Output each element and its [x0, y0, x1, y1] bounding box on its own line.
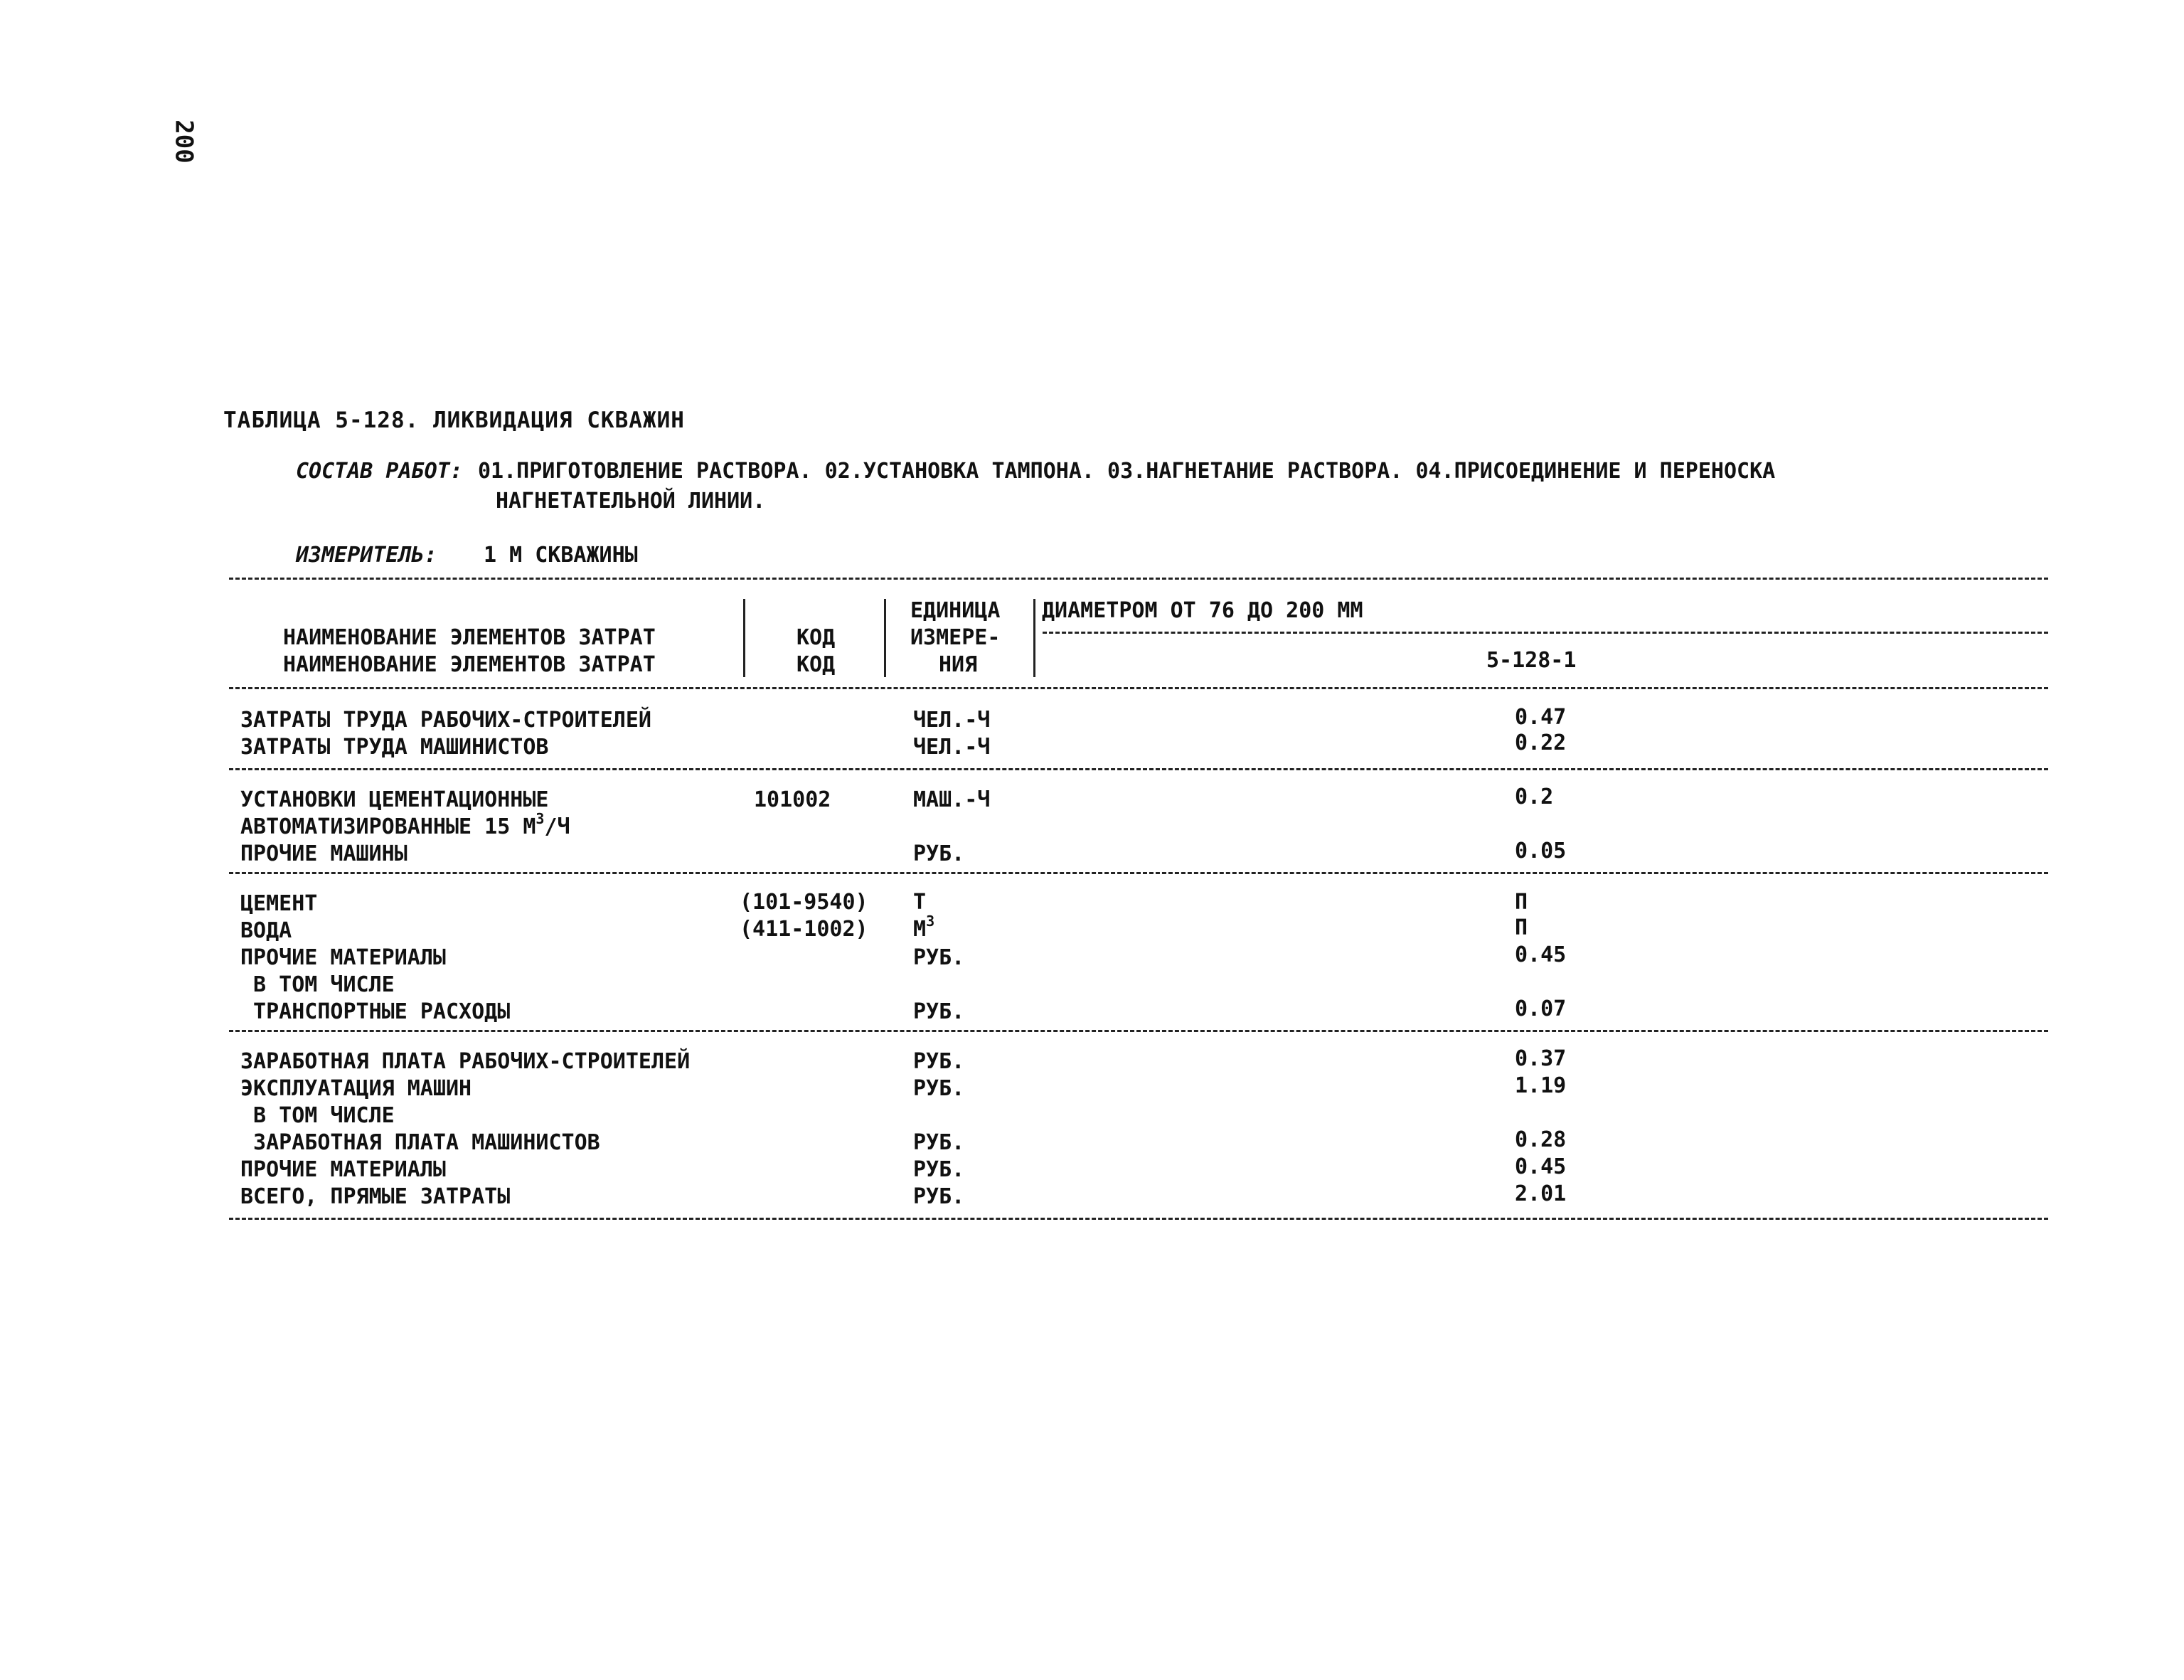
row-name: ВОДА [240, 918, 292, 943]
row-unit-text: М [913, 917, 927, 942]
row-value: 0.2 [1515, 785, 1554, 809]
row-name: ЗАРАБОТНАЯ ПЛАТА РАБОЧИХ-СТРОИТЕЛЕЙ [240, 1049, 691, 1074]
row-name: ЗАТРАТЫ ТРУДА МАШИНИСТОВ [240, 735, 549, 760]
header-column-code: 5-128-1 [1486, 648, 1577, 673]
row-code: (101-9540) [740, 890, 868, 915]
row-code: (411-1002) [740, 917, 868, 942]
superscript: 3 [536, 810, 545, 827]
section-rule [229, 768, 2048, 770]
row-unit: РУБ. [913, 999, 965, 1024]
row-unit: РУБ. [913, 945, 965, 970]
header-divider-code [884, 599, 886, 677]
measure-label-colon: : [424, 543, 437, 568]
row-name: ПРОЧИЕ МАШИНЫ [240, 841, 407, 866]
row-value: 0.05 [1515, 839, 1567, 863]
row-value: 0.28 [1515, 1127, 1567, 1152]
row-unit: РУБ. [913, 1157, 965, 1182]
work-label-text: СОСТАВ РАБОТ [296, 459, 450, 484]
page-number: 200 [169, 119, 198, 164]
row-unit [913, 913, 935, 942]
row-name: ВСЕГО, ПРЯМЫЕ ЗАТРАТЫ [240, 1184, 511, 1209]
header-name-line2: НАИМЕНОВАНИЕ ЭЛЕМЕНТОВ ЗАТРАТ [283, 652, 656, 677]
table-top-rule [229, 578, 2048, 580]
row-unit: РУБ. [913, 1130, 965, 1155]
row-unit: ЧЕЛ.-Ч [913, 735, 991, 760]
header-group-rule [1043, 632, 2048, 634]
section-rule [229, 872, 2048, 874]
measure-value: 1 М СКВАЖИНЫ [484, 543, 638, 568]
row-value: 0.07 [1515, 996, 1567, 1021]
table-title: ТАБЛИЦА 5-128. ЛИКВИДАЦИЯ СКВАЖИН [223, 408, 685, 433]
header-divider-unit [1033, 599, 1035, 677]
row-code: 101002 [754, 787, 831, 812]
work-label-colon: : [449, 459, 463, 484]
row-value: П [1515, 915, 1528, 940]
header-divider-name [743, 599, 745, 677]
row-name-continued-text: АВТОМАТИЗИРОВАННЫЕ 15 М [240, 814, 536, 839]
row-name: ПРОЧИЕ МАТЕРИАЛЫ [240, 945, 446, 970]
row-name-continued [240, 810, 570, 839]
row-name: УСТАНОВКИ ЦЕМЕНТАЦИОННЫЕ [240, 787, 549, 812]
row-value: 2.01 [1515, 1181, 1567, 1206]
table-bottom-rule [229, 1218, 2048, 1220]
header-unit-line1: ЕДИНИЦА [910, 598, 1001, 623]
row-value: 0.45 [1515, 1154, 1567, 1179]
header-code-line1: КОД [797, 625, 836, 650]
row-value: 0.22 [1515, 730, 1567, 755]
work-description-line1: 01.ПРИГОТОВЛЕНИЕ РАСТВОРА. 02.УСТАНОВКА ТАМПОНА. 03.НАГНЕТАНИЕ РАСТВОРА. 04.ПРИСОЕДИНЕНИЕ И ПЕРЕНОСКА [478, 459, 1776, 484]
superscript: 3 [926, 913, 935, 930]
row-unit: ЧЕЛ.-Ч [913, 708, 991, 733]
row-name: ЭКСПЛУАТАЦИЯ МАШИН [240, 1076, 472, 1101]
row-unit: РУБ. [913, 1184, 965, 1209]
row-name: ЦЕМЕНТ [240, 891, 318, 916]
row-unit: РУБ. [913, 1076, 965, 1101]
header-code-line2: КОД [797, 652, 836, 677]
row-name: В ТОМ ЧИСЛЕ [240, 1103, 395, 1128]
header-unit-line2: ИЗМЕРЕ- [910, 625, 1001, 650]
row-unit: Т [913, 890, 927, 915]
row-name: ЗАРАБОТНАЯ ПЛАТА МАШИНИСТОВ [240, 1130, 600, 1155]
measure-label-text: ИЗМЕРИТЕЛЬ [296, 543, 425, 568]
work-description-line2: НАГНЕТАТЕЛЬНОЙ ЛИНИИ. [496, 489, 766, 514]
row-value: 1.19 [1515, 1073, 1567, 1098]
work-label [296, 461, 463, 482]
measure-label [296, 545, 437, 566]
header-name-line1: НАИМЕНОВАНИЕ ЭЛЕМЕНТОВ ЗАТРАТ [283, 625, 656, 650]
section-rule [229, 1030, 2048, 1032]
header-group-title: ДИАМЕТРОМ ОТ 76 ДО 200 ММ [1042, 598, 1363, 623]
header-bottom-rule [229, 687, 2048, 689]
row-value: 0.47 [1515, 705, 1567, 730]
header-unit-line3: НИЯ [939, 652, 978, 677]
row-unit: РУБ. [913, 1049, 965, 1074]
row-value: 0.45 [1515, 942, 1567, 967]
row-name: В ТОМ ЧИСЛЕ [240, 972, 395, 997]
row-unit: МАШ.-Ч [913, 787, 991, 812]
row-name: ПРОЧИЕ МАТЕРИАЛЫ [240, 1157, 446, 1182]
row-unit: РУБ. [913, 841, 965, 866]
row-value: П [1515, 890, 1528, 915]
row-name: ЗАТРАТЫ ТРУДА РАБОЧИХ-СТРОИТЕЛЕЙ [240, 708, 651, 733]
row-name: ТРАНСПОРТНЫЕ РАСХОДЫ [240, 999, 511, 1024]
row-value: 0.37 [1515, 1046, 1567, 1071]
row-name-continued-tail: /Ч [544, 814, 570, 839]
